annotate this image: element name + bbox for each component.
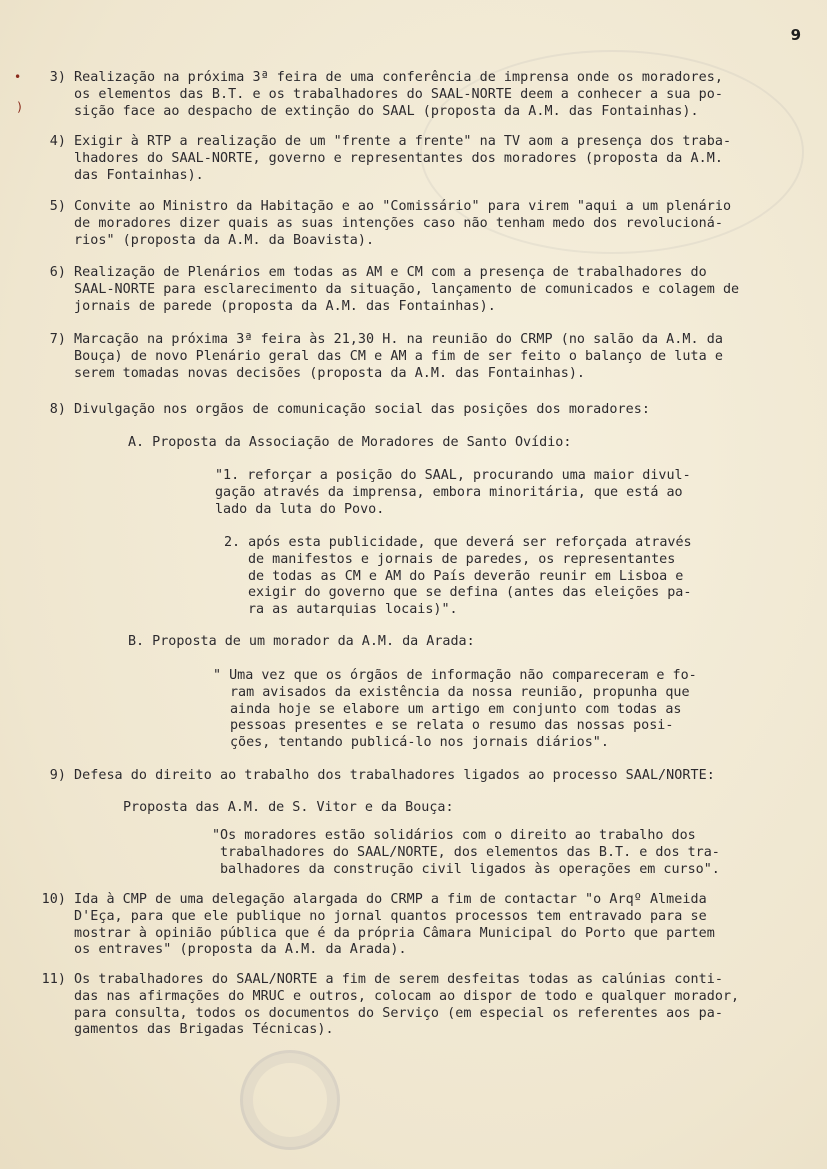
quote-line: "Os moradores estão solidários com o direito ao trabalho dos bbox=[212, 828, 696, 843]
item-number: 7) bbox=[49, 332, 66, 347]
quote-line: ram avisados da existência da nossa reunião, propunha que bbox=[230, 684, 690, 700]
proposal-9-heading bbox=[123, 800, 454, 817]
item-line: sição face ao despacho de extinção do SAAL (proposta da A.M. das Fontainhas). bbox=[74, 103, 699, 119]
item-line: Divulgação nos orgãos de comunicação social das posições dos moradores: bbox=[74, 402, 650, 417]
item-number: 10) bbox=[41, 892, 66, 907]
quote-line: ainda hoje se elabore um artigo em conjunto com todas as bbox=[230, 701, 682, 717]
item-line: SAAL-NORTE para esclarecimento da situação, lançamento de comunicados e colagem de bbox=[74, 281, 740, 297]
quote-line: de manifestos e jornais de paredes, os representantes bbox=[248, 551, 676, 567]
item-line: rios" (proposta da A.M. da Boavista). bbox=[74, 232, 375, 248]
proposal-b-heading bbox=[128, 634, 475, 651]
quote-line: de todas as CM e AM do País deverão reunir em Lisboa e bbox=[248, 568, 684, 584]
item-line: Realização na próxima 3ª feira de uma conferência de imprensa onde os moradores, bbox=[74, 70, 723, 85]
proposal-heading-text: A. Proposta da Associação de Moradores de Santo Ovídio: bbox=[128, 435, 572, 450]
proposal-a-quote-1 bbox=[215, 468, 691, 518]
quote-line: 2. após esta publicidade, que deverá ser reforçada através bbox=[224, 535, 692, 550]
item-line: D'Eça, para que ele publique no jornal quantos processos tem entravado para se bbox=[74, 908, 707, 924]
proposal-heading-text: B. Proposta de um morador da A.M. da Arada: bbox=[128, 634, 475, 649]
item-line: jornais de parede (proposta da A.M. das Fontainhas). bbox=[74, 298, 496, 314]
item-number: 3) bbox=[49, 70, 66, 85]
item-number: 8) bbox=[49, 402, 66, 417]
item-line: Os trabalhadores do SAAL/NORTE a fim de serem desfeitas todas as calúnias conti- bbox=[74, 972, 723, 987]
item-number: 11) bbox=[41, 972, 66, 987]
item-number: 4) bbox=[49, 134, 66, 149]
margin-mark: • bbox=[14, 70, 22, 84]
quote-line: ra as autarquias locais)". bbox=[248, 602, 458, 618]
item-number: 9) bbox=[49, 768, 66, 783]
item-number: 5) bbox=[49, 199, 66, 214]
quote-line: trabalhadores do SAAL/NORTE, dos elementos das B.T. e dos tra- bbox=[220, 844, 720, 860]
page-number: 9 bbox=[790, 26, 801, 44]
item-number: 6) bbox=[49, 265, 66, 280]
quote-line: pessoas presentes e se relata o resumo das nossas posi- bbox=[230, 718, 674, 734]
proposal-a-heading bbox=[128, 435, 571, 452]
item-line: para consulta, todos os documentos do Serviço (em especial os referentes aos pa- bbox=[74, 1005, 723, 1021]
quote-line: balhadores da construção civil ligados às operações em curso". bbox=[220, 861, 720, 877]
item-line: Exigir à RTP a realização de um "frente a frente" na TV aom a presença dos traba- bbox=[74, 134, 732, 149]
quote-line: ções, tentando publicá-lo nos jornais diários". bbox=[230, 735, 609, 751]
item-line: Convite ao Ministro da Habitação e ao "Comissário" para virem "aqui a um plenário bbox=[74, 199, 732, 214]
item-line: mostrar à opinião pública que é da própria Câmara Municipal do Porto que partem bbox=[74, 925, 715, 941]
item-line: das nas afirmações do MRUC e outros, colocam ao dispor de todo e qualquer morador, bbox=[74, 988, 740, 1004]
proposal-a-quote-2 bbox=[224, 535, 692, 619]
faint-stamp bbox=[240, 1050, 340, 1150]
item-line: Marcação na próxima 3ª feira às 21,30 H. na reunião do CRMP (no salão da A.M. da bbox=[74, 332, 723, 347]
item-line: lhadores do SAAL-NORTE, governo e representantes dos moradores (proposta da A.M. bbox=[74, 150, 723, 166]
item-line: serem tomadas novas decisões (proposta da A.M. das Fontainhas). bbox=[74, 365, 586, 381]
proposal-b-quote bbox=[213, 668, 697, 752]
quote-line: lado da luta do Povo. bbox=[215, 501, 385, 517]
item-line: das Fontainhas). bbox=[74, 167, 204, 183]
item-line: Ida à CMP de uma delegação alargada do CRMP a fim de contactar "o Arqº Almeida bbox=[74, 892, 707, 907]
quote-line: exigir do governo que se defina (antes das eleições pa- bbox=[248, 585, 692, 601]
item-line: os entraves" (proposta da A.M. da Arada). bbox=[74, 942, 407, 958]
quote-line: gação através da imprensa, embora minoritária, que está ao bbox=[215, 484, 683, 500]
margin-mark: ) bbox=[16, 100, 24, 114]
proposal-heading-text: Proposta das A.M. de S. Vitor e da Bouça: bbox=[123, 800, 454, 815]
quote-line: " Uma vez que os órgãos de informação não compareceram e fo- bbox=[213, 668, 697, 683]
item-line: os elementos das B.T. e os trabalhadores do SAAL-NORTE deem a conhecer a sua po- bbox=[74, 86, 723, 102]
item-line: de moradores dizer quais as suas intenções caso não tenham medo dos revolucioná- bbox=[74, 215, 723, 231]
item-line: Bouça) de novo Plenário geral das CM e AM a fim de ser feito o balanço de luta e bbox=[74, 348, 723, 364]
proposal-9-quote bbox=[212, 828, 720, 878]
item-line: Realização de Plenários em todas as AM e CM com a presença de trabalhadores do bbox=[74, 265, 707, 280]
quote-line: "1. reforçar a posição do SAAL, procurando uma maior divul- bbox=[215, 468, 691, 483]
item-line: gamentos das Brigadas Técnicas). bbox=[74, 1022, 334, 1038]
item-line: Defesa do direito ao trabalho dos trabalhadores ligados ao processo SAAL/NORTE: bbox=[74, 768, 715, 783]
